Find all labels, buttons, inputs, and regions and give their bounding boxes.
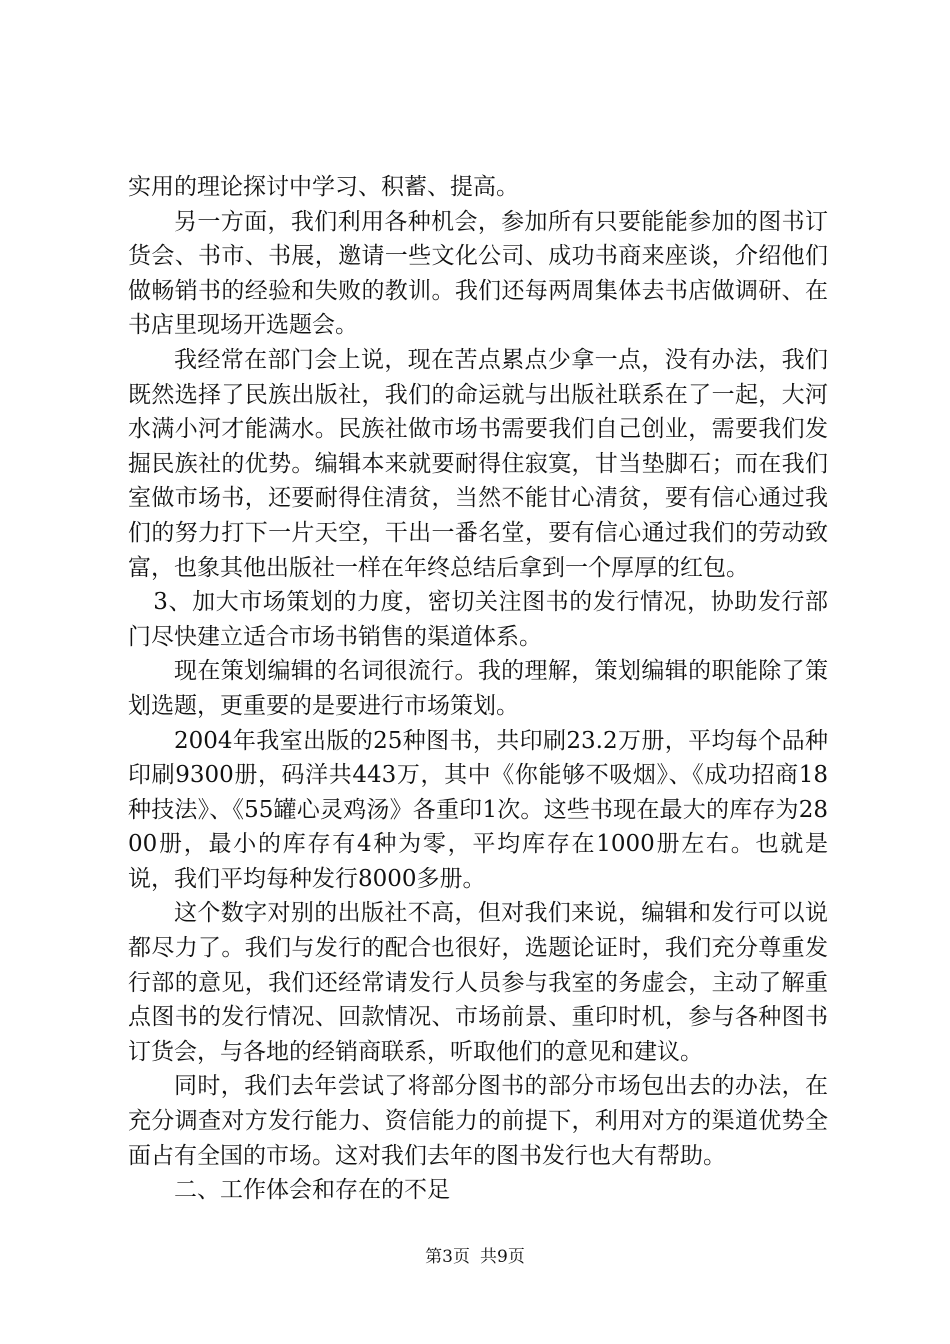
- document-body: [128, 170, 828, 1208]
- paragraph-planning-editor: 现在策划编辑的名词很流行。我的理解，策划编辑的职能除了策划选题，更重要的是要进行市场策划。: [128, 658, 828, 719]
- page-footer: [0, 1246, 950, 1268]
- page-number-total: 共9页: [480, 1247, 525, 1267]
- paragraph-item-3-heading: 3、加大市场策划的力度，密切关注图书的发行情况，协助发行部门尽快建立适合市场书销售的渠道体系。: [128, 589, 828, 650]
- page-number-current: 第3页: [425, 1247, 470, 1267]
- section-heading-experience: 二、工作体会和存在的不足: [174, 1177, 450, 1204]
- paragraph-2004-statistics: 2004年我室出版的25种图书，共印刷23.2万册，平均每个品种印刷9300册，码洋共443万，其中《你能够不吸烟》、《成功招商18种技法》、《55罐心灵鸡汤》各重印1次。这些书现在最大的库存为2800册，最小的库存有4种为零，平均库存在1000册左右。也就是说，我们平均每种发行8000多册。: [128, 727, 828, 892]
- paragraph-continuation: 实用的理论探讨中学习、积蓄、提高。: [128, 174, 519, 200]
- paragraph-distribution-cooperation: 这个数字对别的出版社不高，但对我们来说，编辑和发行可以说都尽力了。我们与发行的配合也很好，选题论证时，我们充分尊重发行部的意见，我们还经常请发行人员参与我室的务虚会，主动了解重点图书的发行情况、回款情况、市场前景、重印时机，参与各种图书订货会，与各地的经销商联系，听取他们的意见和建议。: [128, 900, 828, 1065]
- paragraph-market-outsourcing: 同时，我们去年尝试了将部分图书的部分市场包出去的办法，在充分调查对方发行能力、资信能力的前提下，利用对方的渠道优势全面占有全国的市场。这对我们去年的图书发行也大有帮助。: [128, 1073, 828, 1169]
- paragraph-activities: 另一方面，我们利用各种机会，参加所有只要能能参加的图书订货会、书市、书展，邀请一些文化公司、成功书商来座谈，介绍他们做畅销书的经验和失败的教训。我们还每两周集体去书店做调研、在书店里现场开选题会。: [128, 208, 828, 339]
- paragraph-department-meeting: 我经常在部门会上说，现在苦点累点少拿一点，没有办法，我们既然选择了民族出版社，我们的命运就与出版社联系在了一起，大河水满小河才能满水。民族社做市场书需要我们自己创业，需要我们发掘民族社的优势。编辑本来就要耐得住寂寞，甘当垫脚石；而在我们室做市场书，还要耐得住清贫，当然不能甘心清贫，要有信心通过我们的努力打下一片天空，干出一番名堂，要有信心通过我们的劳动致富，也象其他出版社一样在年终总结后拿到一个厚厚的红包。: [128, 346, 828, 581]
